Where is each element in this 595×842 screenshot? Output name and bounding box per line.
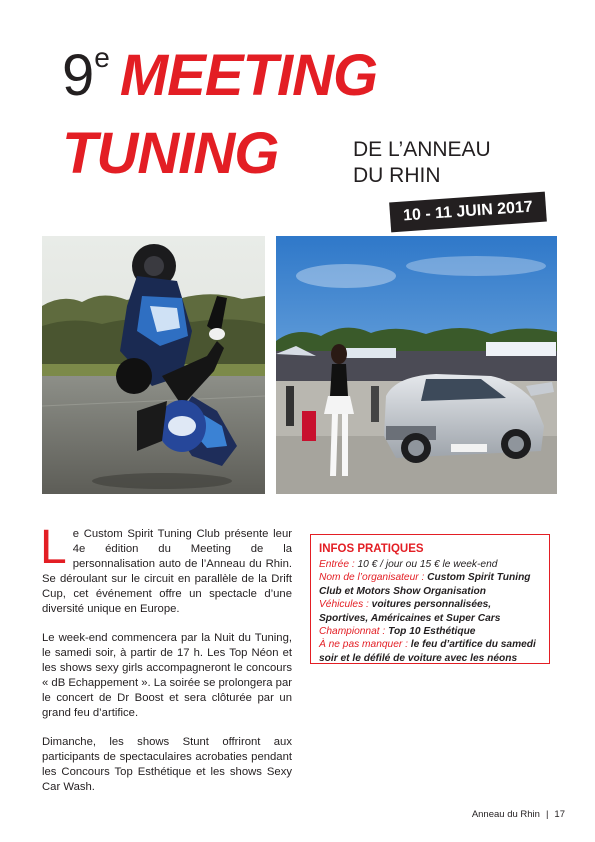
stunt-photo: [42, 236, 265, 494]
paragraph-3: Dimanche, les shows Stunt offriront aux participants de spectaculaires acrobaties pendant les Concours Top Esthétique et les shows Sexy Car Wash.: [42, 736, 292, 793]
title-tuning: TUNING: [62, 121, 279, 186]
subtitle-line-1: DE L’ANNEAU: [353, 138, 491, 161]
info-label: Véhicules :: [319, 599, 372, 611]
subtitle: [353, 137, 553, 189]
info-value: Top 10 Esthétique: [388, 626, 476, 638]
info-value: 10 € / jour ou 15 € le week-end: [357, 559, 498, 570]
page-footer: [472, 809, 565, 820]
publication-name: Anneau du Rhin: [471, 809, 540, 820]
info-line-ne-pas-manquer: [319, 638, 541, 665]
edition-number: 9: [62, 43, 94, 108]
article-body: [40, 521, 292, 809]
title-meeting: MEETING: [119, 43, 378, 108]
infos-pratiques-box: [310, 534, 550, 664]
info-line-championnat: [319, 625, 541, 638]
info-value: le feu d’artifice du samedi soir et le défilé de voiture avec les néons: [319, 639, 536, 664]
info-label: Nom de l’organisateur :: [319, 572, 428, 584]
infos-title: INFOS PRATIQUES: [319, 543, 424, 555]
subtitle-line-2: DU RHIN: [353, 164, 441, 187]
drop-cap: L: [40, 521, 67, 574]
car-photo: [276, 236, 557, 494]
info-line-organisateur: [319, 571, 541, 598]
info-label: Entrée :: [319, 559, 358, 570]
date-tag: 10 - 11 JUIN 2017: [389, 192, 547, 233]
paragraph-2: Le week-end commencera par la Nuit du Tuning, le samedi soir, à partir de 17 h. Les Top Néon et les shows sexy girls accompagneront le concours « dB Echappement ». La soirée se prolongera par le concert de Dr Boost et sera clôturée par un grand feu d’artifice.: [42, 632, 292, 719]
info-label: Championnat :: [319, 626, 389, 638]
footer-separator: |: [545, 809, 549, 820]
info-value: Custom Spirit Tuning Club et Motors Show Organisation: [319, 572, 531, 597]
info-line-entree: [319, 558, 541, 571]
info-line-vehicules: [319, 598, 541, 625]
page-number: 17: [554, 809, 565, 820]
info-value: voitures personnalisées, Sportives, Américaines et Super Cars: [319, 599, 501, 624]
paragraph-1: [40, 521, 292, 617]
info-label: À ne pas manquer :: [319, 639, 411, 651]
paragraph-1-text: e Custom Spirit Tuning Club présente leur 4e édition du Meeting de la personnalisation auto de l’Anneau du Rhin. Se déroulant sur le circuit en parallèle de la Drift Cup, cet événement offre un spectacle d’une diversité unique en Europe.: [42, 528, 292, 615]
edition-superscript: e: [94, 42, 110, 73]
title-line-1: [62, 42, 377, 112]
